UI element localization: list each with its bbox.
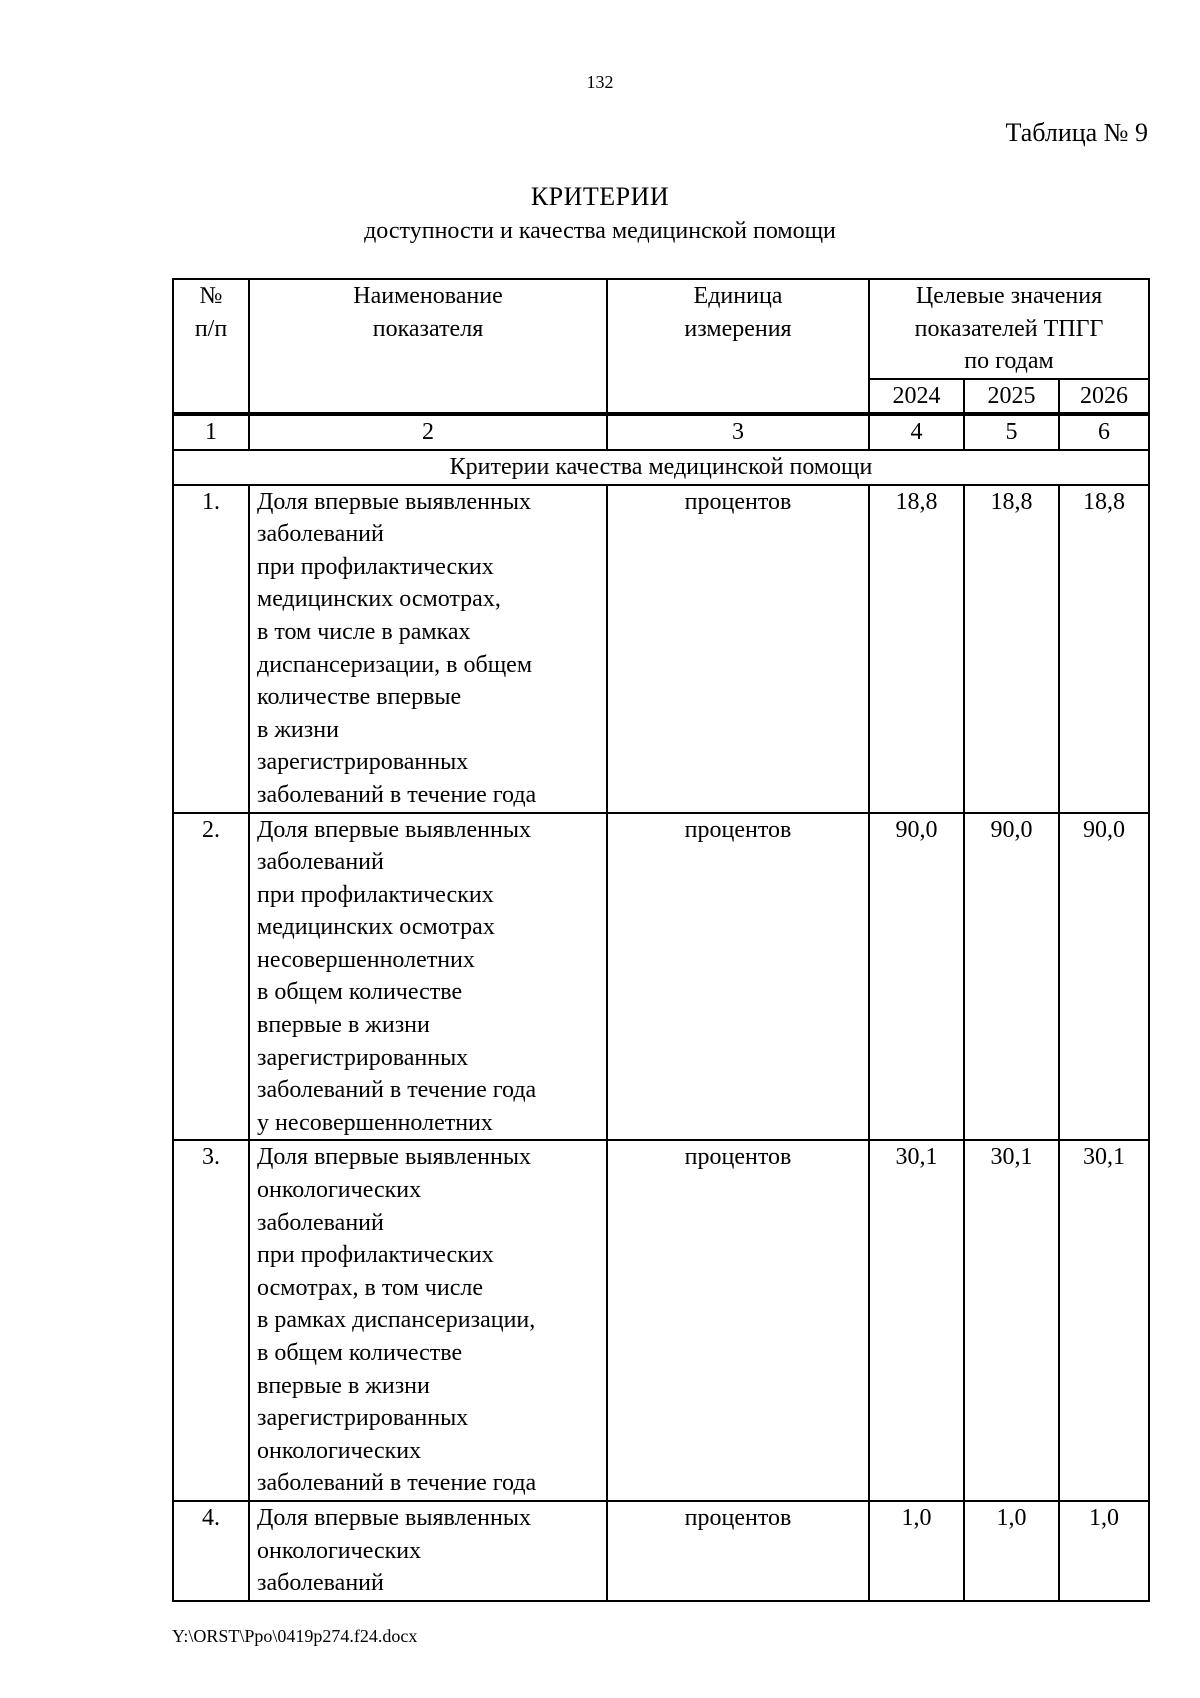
target-value-cell: 30,1: [1059, 1140, 1149, 1501]
indicator-name-cell: [249, 813, 607, 1141]
indicator-name-line: в рамках диспансеризации,: [257, 1307, 536, 1334]
header-name-line: Наименование: [353, 283, 503, 309]
indicator-name-line: заболеваний в течение года: [257, 1077, 537, 1104]
indicator-name-line: медицинских осмотрах: [257, 914, 495, 941]
row-number-cell: 4.: [173, 1501, 249, 1601]
unit-cell: процентов: [607, 1501, 869, 1601]
header-num-cell: [173, 279, 249, 414]
header-unit-line: Единица: [693, 283, 783, 309]
header-target-line: по годам: [964, 348, 1054, 375]
header-target-line: показателей ТПГГ: [914, 315, 1104, 342]
target-value-cell: 18,8: [964, 485, 1059, 813]
indicator-name-line: количестве впервые: [257, 684, 462, 711]
target-value-cell: 90,0: [1059, 813, 1149, 1141]
unit-cell: процентов: [607, 485, 869, 813]
target-value-cell: 90,0: [869, 813, 964, 1141]
target-value-cell: 90,0: [964, 813, 1059, 1141]
indicator-name-line: при профилактических: [257, 1242, 494, 1269]
target-value-cell: 1,0: [964, 1501, 1059, 1601]
row-number-cell: 2.: [173, 813, 249, 1141]
header-year-cell: 2024: [869, 379, 964, 415]
indicator-name-cell: [249, 1140, 607, 1501]
indicator-name-line: впервые в жизни: [257, 1012, 430, 1039]
row-number-cell: 3.: [173, 1140, 249, 1501]
header-num-line: №: [199, 283, 223, 309]
indicator-name-line: Доля впервые выявленных: [257, 1144, 531, 1171]
section-title: Критерии качества медицинской помощи: [173, 450, 1149, 485]
indicator-name-line: в жизни: [257, 716, 339, 743]
page-number: 132: [586, 72, 614, 92]
target-value-cell: 18,8: [1059, 485, 1149, 813]
indicator-name-line: зарегистрированных: [257, 749, 469, 776]
indicator-name-line: в общем количестве: [257, 979, 463, 1006]
column-numbers-row: [173, 414, 1149, 450]
table-row: [173, 485, 1149, 813]
header-year-cell: 2025: [964, 379, 1059, 415]
table-data-body: [173, 485, 1149, 1601]
indicator-name-line: Доля впервые выявленных: [257, 488, 531, 515]
header-year-cell: 2026: [1059, 379, 1149, 415]
indicator-name-line: в том числе в рамках: [257, 618, 471, 645]
target-value-cell: 1,0: [869, 1501, 964, 1601]
indicator-name-line: при профилактических: [257, 881, 494, 908]
indicator-name-line: заболеваний: [257, 1570, 384, 1597]
header-unit-cell: [607, 279, 869, 414]
target-value-cell: 18,8: [869, 485, 964, 813]
section-row: [173, 450, 1149, 485]
header-name-cell: [249, 279, 607, 414]
header-name-line: показателя: [372, 315, 484, 342]
column-number-cell: 3: [607, 414, 869, 450]
column-number-cell: 2: [249, 414, 607, 450]
table-row: [173, 1140, 1149, 1501]
indicator-name-line: в общем количестве: [257, 1340, 463, 1366]
table-header-row: [173, 279, 1149, 379]
indicator-name-line: диспансеризации, в общем: [257, 651, 533, 678]
indicator-name-line: онкологических: [257, 1437, 422, 1464]
header-num-line: п/п: [194, 315, 228, 342]
header-unit-line: измерения: [684, 315, 792, 342]
document-title: КРИТЕРИИ: [530, 182, 670, 211]
header-target-cell: [869, 279, 1149, 379]
criteria-table: [172, 278, 1150, 1602]
indicator-name-line: несовершеннолетних: [257, 946, 475, 973]
table-label: Таблица № 9: [1005, 118, 1148, 147]
column-number-cell: 4: [869, 414, 964, 450]
indicator-name-line: заболеваний в течение года: [257, 781, 537, 808]
indicator-name-line: зарегистрированных: [257, 1044, 469, 1071]
target-value-cell: 30,1: [964, 1140, 1059, 1501]
indicator-name-line: заболеваний в течение года: [257, 1470, 537, 1497]
column-number-cell: 1: [173, 414, 249, 450]
indicator-name-cell: [249, 485, 607, 813]
document-subtitle: доступности и качества медицинской помощи: [364, 218, 836, 244]
indicator-name-cell: [249, 1501, 607, 1601]
indicator-name-line: Доля впервые выявленных: [257, 1504, 531, 1531]
indicator-name-line: заболеваний: [257, 1209, 384, 1236]
target-value-cell: 1,0: [1059, 1501, 1149, 1601]
column-number-cell: 6: [1059, 414, 1149, 450]
unit-cell: процентов: [607, 1140, 869, 1501]
indicator-name-line: онкологических: [257, 1177, 422, 1204]
indicator-name-line: при профилактических: [257, 553, 494, 580]
target-value-cell: 30,1: [869, 1140, 964, 1501]
table-row: [173, 1501, 1149, 1601]
column-number-cell: 5: [964, 414, 1059, 450]
indicator-name-line: заболеваний: [257, 521, 384, 548]
indicator-name-line: онкологических: [257, 1537, 422, 1564]
row-number-cell: 1.: [173, 485, 249, 813]
indicator-name-line: зарегистрированных: [257, 1405, 469, 1432]
indicator-name-line: медицинских осмотрах,: [257, 586, 501, 613]
unit-cell: процентов: [607, 813, 869, 1141]
indicator-name-line: осмотрах, в том числе: [257, 1274, 483, 1301]
indicator-name-line: впервые в жизни: [257, 1372, 430, 1399]
indicator-name-line: Доля впервые выявленных: [257, 816, 531, 843]
footer-file-path: Y:\ORST\Ppo\0419p274.f24.docx: [172, 1626, 418, 1646]
header-target-line: Целевые значения: [915, 283, 1103, 309]
indicator-name-line: заболеваний: [257, 849, 384, 876]
table-row: [173, 813, 1149, 1141]
indicator-name-line: у несовершеннолетних: [257, 1109, 493, 1136]
